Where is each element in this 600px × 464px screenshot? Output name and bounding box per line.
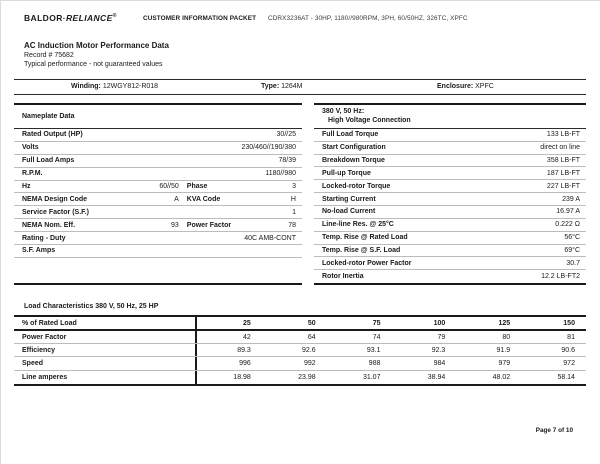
- spec-label: Line-line Res. @ 25°C: [322, 221, 394, 229]
- cell-value: 89.3: [237, 346, 251, 354]
- spec-label: Locked-rotor Torque: [322, 182, 391, 190]
- product-description: CDRX3236AT - 30HP, 1180//980RPM, 3PH, 60/50HZ, 326TC, XPFC: [268, 15, 468, 22]
- nameplate-table: [14, 103, 302, 285]
- column-header: 75: [372, 319, 381, 327]
- spec-label: Breakdown Torque: [322, 157, 385, 165]
- spec-value: 133 LB-FT: [546, 131, 580, 139]
- cell-value: 18.98: [233, 373, 251, 381]
- cell-value: 996: [239, 359, 251, 367]
- spec-value: 187 LB-FT: [546, 169, 580, 177]
- table-row: [314, 257, 586, 270]
- spec-value: 3: [292, 183, 296, 190]
- cell-value: 90.6: [561, 346, 575, 354]
- type-field: [261, 83, 303, 90]
- table-row: [314, 193, 586, 206]
- table-row: [314, 129, 586, 142]
- cell-value: 984: [433, 359, 446, 367]
- spec-value: 1: [292, 208, 296, 216]
- cell-value: 992: [303, 359, 316, 367]
- cell-value: 23.98: [298, 373, 316, 381]
- table-row: [14, 181, 302, 194]
- spec-value: 78: [288, 221, 296, 229]
- record-number: Record # 75682: [24, 52, 74, 59]
- table-row: [14, 344, 586, 357]
- winding-value: 12WGY812-R018: [102, 83, 159, 90]
- column-header: 50: [307, 319, 316, 327]
- row-values: [195, 357, 586, 369]
- registered-mark-icon: ®: [112, 13, 117, 20]
- table-row: [14, 219, 302, 232]
- performance-note: Typical performance - not guaranteed values: [24, 61, 163, 68]
- packet-title: CUSTOMER INFORMATION PACKET: [143, 15, 257, 22]
- cell-value: 64: [307, 333, 316, 341]
- spec-label: NEMA Nom. Eff.: [22, 221, 76, 229]
- spec-label: Power Factor: [186, 221, 232, 229]
- table-row: [314, 270, 586, 283]
- cell-value: 91.9: [496, 346, 511, 354]
- table-row: [314, 219, 586, 232]
- spec-value: 60//50: [159, 183, 179, 190]
- high-voltage-table: [314, 103, 586, 285]
- spec-value: 239 A: [562, 195, 580, 203]
- row-label: Line amperes: [22, 373, 68, 381]
- spec-value: 230/460//190/380: [241, 144, 296, 152]
- spec-label: Phase: [186, 183, 208, 190]
- column-header: 100: [433, 319, 446, 327]
- spec-label: Locked-rotor Power Factor: [322, 259, 412, 267]
- table-row: [314, 155, 586, 168]
- table-row: [14, 142, 302, 155]
- row-label: Speed: [22, 359, 44, 367]
- spec-value: 40C AMB-CONT: [244, 234, 296, 242]
- header-values: [195, 317, 586, 329]
- row-values: [195, 344, 586, 356]
- high-voltage-table-title: 380 V, 50 Hz: High Voltage Connection: [314, 105, 586, 129]
- table-row: [14, 232, 302, 245]
- spec-label: No-load Current: [322, 208, 376, 216]
- spec-value: 93: [171, 221, 179, 229]
- table-row: [14, 168, 302, 181]
- cell-value: 79: [437, 333, 446, 341]
- spec-label: KVA Code: [186, 195, 221, 203]
- table-row: [14, 357, 586, 370]
- spec-label: Temp. Rise @ S.F. Load: [322, 246, 401, 254]
- spec-label: Volts: [22, 144, 39, 152]
- row-values: [195, 331, 586, 343]
- table-row: [314, 142, 586, 155]
- spec-value: 1180//980: [265, 170, 296, 178]
- table-row: [14, 245, 302, 258]
- cell-value: 93.1: [366, 346, 381, 354]
- spec-label: Rotor Inertia: [322, 273, 364, 281]
- spec-value: A: [174, 195, 179, 203]
- cell-value: 58.14: [557, 373, 575, 381]
- cell-value: 92.3: [431, 346, 446, 354]
- spec-value: H: [290, 195, 296, 203]
- column-header: 150: [563, 319, 575, 327]
- brand-logo-dot: ·: [62, 13, 66, 23]
- winding-label: Winding:: [71, 83, 101, 90]
- cell-value: 988: [368, 359, 381, 367]
- type-value: 1264M: [281, 83, 303, 90]
- column-header: % of Rated Load: [22, 319, 77, 327]
- row-label: Efficiency: [22, 346, 56, 354]
- document-title: AC Induction Motor Performance Data: [24, 41, 169, 50]
- table-filler: [14, 258, 302, 283]
- cell-value: 81: [567, 333, 575, 341]
- spec-value: 12.2 LB-FT2: [541, 273, 580, 281]
- cell-value: 42: [243, 333, 251, 341]
- spec-label: Full Load Amps: [22, 157, 75, 165]
- table-header-row: [14, 317, 586, 331]
- spec-label: Rating - Duty: [22, 234, 66, 242]
- winding-band: [14, 79, 586, 95]
- spec-label: NEMA Design Code: [22, 195, 88, 203]
- table-row: [314, 206, 586, 219]
- table-row: [14, 155, 302, 168]
- brand-logo-baldor: BALDOR: [24, 13, 63, 23]
- title-block: [24, 41, 169, 69]
- spec-value: direct on line: [540, 144, 580, 152]
- enclosure-field: [437, 83, 494, 90]
- cell-value: 38.94: [427, 373, 446, 381]
- cell-value: 48.02: [492, 373, 511, 381]
- row-values: [195, 371, 586, 384]
- cell-value: 972: [563, 359, 575, 367]
- spec-value: 69°C: [564, 246, 580, 254]
- column-header: 25: [243, 319, 251, 327]
- column-header: 125: [498, 319, 511, 327]
- cell-value: 92.6: [302, 346, 316, 354]
- spec-label: Starting Current: [322, 195, 376, 203]
- cell-value: 80: [502, 333, 511, 341]
- spec-value: 30//25: [276, 131, 296, 139]
- brand-logo: [24, 13, 117, 23]
- spec-label: Service Factor (S.F.): [22, 208, 89, 216]
- cell-value: 74: [372, 333, 381, 341]
- table-row: [14, 206, 302, 219]
- spec-label: Full Load Torque: [322, 131, 379, 139]
- spec-value: 227 LB-FT: [546, 182, 580, 190]
- table-row: [14, 371, 586, 384]
- spec-value: 16.97 A: [556, 208, 580, 216]
- table-row: [314, 245, 586, 258]
- spec-value: 358 LB-FT: [546, 157, 580, 165]
- cell-value: 31.07: [362, 373, 381, 381]
- brand-logo-reliance: RELIANCE: [66, 13, 113, 23]
- table-row: [314, 180, 586, 193]
- spec-value: 0.222 Ω: [555, 221, 580, 229]
- table-row: [314, 232, 586, 245]
- cell-value: 979: [498, 359, 511, 367]
- spec-label: Hz: [22, 183, 31, 190]
- table-row: [314, 167, 586, 180]
- spec-label: S.F. Amps: [22, 247, 56, 255]
- enclosure-value: XPFC: [475, 83, 494, 90]
- nameplate-table-title: Nameplate Data: [14, 105, 302, 129]
- table-row: [14, 193, 302, 206]
- load-characteristics-table: [14, 315, 586, 386]
- page-number: Page 7 of 10: [535, 427, 573, 434]
- spec-label: R.P.M.: [22, 170, 43, 178]
- spec-value: 78/39: [278, 157, 296, 165]
- spec-value: 30.7: [566, 259, 580, 267]
- type-label: Type:: [261, 83, 280, 90]
- spec-label: Start Configuration: [322, 144, 386, 152]
- spec-value: 56°C: [564, 234, 580, 242]
- row-label: Power Factor: [22, 333, 67, 341]
- spec-label: Pull-up Torque: [322, 169, 371, 177]
- spec-label: Temp. Rise @ Rated Load: [322, 234, 408, 242]
- enclosure-label: Enclosure:: [437, 83, 474, 90]
- table-row: [14, 129, 302, 142]
- load-characteristics-title: Load Characteristics 380 V, 50 Hz, 25 HP: [24, 303, 159, 310]
- spec-label: Rated Output (HP): [22, 131, 83, 139]
- spec-tables: [14, 103, 586, 285]
- winding-field: [71, 83, 158, 90]
- table-row: [14, 331, 586, 344]
